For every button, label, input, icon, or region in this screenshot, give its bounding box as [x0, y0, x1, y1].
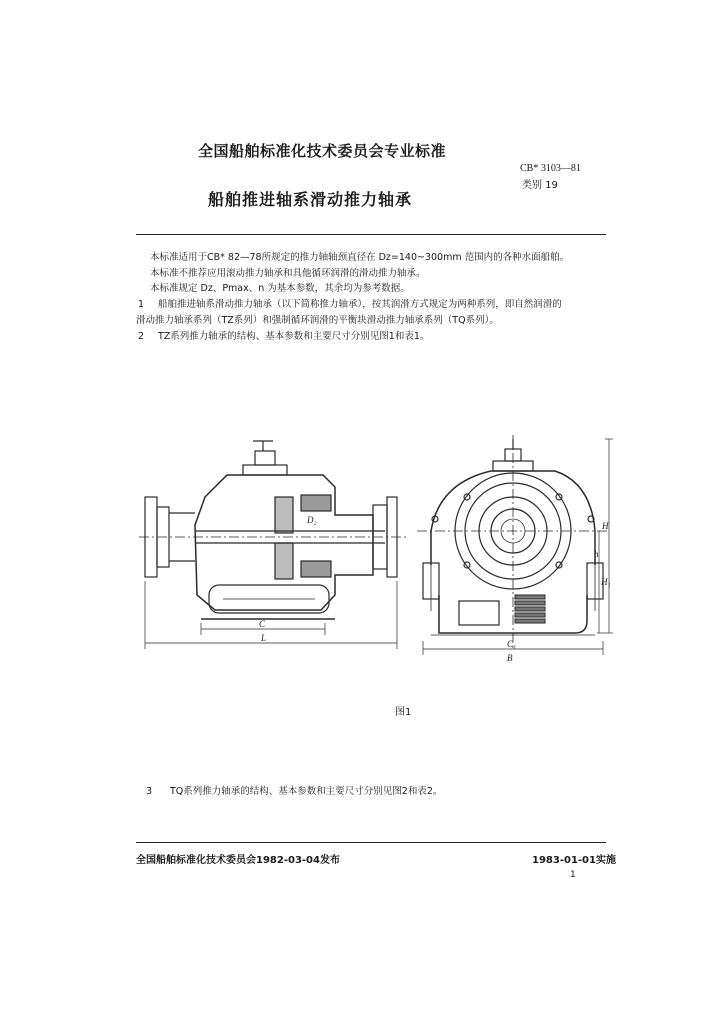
- intro-line-3: 本标准规定 Dz、Pmax、n 为基本参数，其余均为参考数据。: [150, 283, 410, 294]
- intro-line-1: 本标准适用于CB* 82—78所规定的推力轴轴颈直径在 Dz=140~300mm 范围内的各种水面船舶。: [150, 252, 570, 263]
- label-d2: D₂: [307, 515, 317, 525]
- effective-date: 1983-01-01实施: [532, 855, 616, 866]
- label-h1: H₁: [601, 577, 611, 587]
- label-h-small: h: [594, 549, 599, 559]
- clause-3-number: 3: [146, 786, 153, 797]
- label-l: L: [261, 633, 267, 643]
- label-c: C: [259, 619, 266, 629]
- document-title: 船舶推进轴系滑动推力轴承: [208, 190, 413, 209]
- figure-1-drawing: [135, 435, 615, 667]
- label-c1: C₁: [507, 639, 517, 649]
- clause-1-number: 1: [138, 299, 145, 310]
- clause-3-text: TQ系列推力轴承的结构、基本参数和主要尺寸分别见图2和表2。: [170, 786, 443, 797]
- intro-line-2: 本标准不推荐应用滚动推力轴承和具他循环润滑的滑动推力轴承。: [150, 268, 426, 279]
- issuer-line: 全国船舶标准化技术委员会1982-03-04发布: [136, 855, 340, 866]
- figure-1-caption: 图1: [395, 707, 412, 718]
- clause-1-line-1: 船舶推进轴系滑动推力轴承（以下简称推力轴承），按其润滑方式规定为两种系列，即自然润滑的: [158, 299, 562, 310]
- clause-1-line-2: 滑动推力轴承系列（TZ系列）和强制循环润滑的平衡块滑动推力轴承系列（TQ系列）。: [136, 315, 499, 326]
- label-h: H: [602, 521, 609, 531]
- standard-category: 类别 19: [522, 180, 558, 191]
- standard-code: CB* 3103—81: [520, 163, 581, 174]
- clause-2-text: TZ系列推力轴承的结构、基本参数和主要尺寸分别见图1和表1。: [158, 331, 430, 342]
- issuing-organization: 全国船舶标准化技术委员会专业标准: [198, 142, 447, 160]
- front-view: [417, 435, 613, 663]
- clause-2-number: 2: [138, 331, 145, 342]
- bottom-rule: [136, 842, 606, 843]
- side-view: [139, 441, 407, 649]
- top-rule: [136, 234, 606, 235]
- label-b: B: [507, 653, 513, 663]
- page-number: 1: [570, 870, 576, 880]
